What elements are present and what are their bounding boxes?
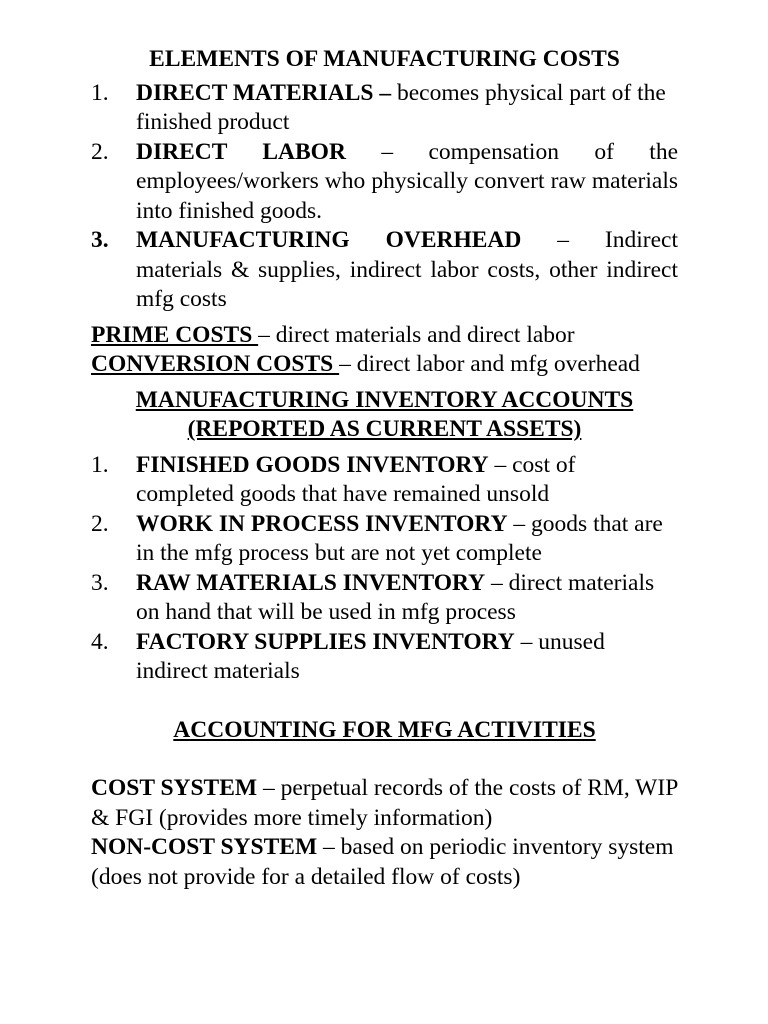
- conversion-costs-description: – direct labor and mfg overhead: [339, 351, 640, 377]
- item-description: – cost of completed goods that have remained unsold: [136, 451, 576, 507]
- item-description: – direct materials on hand that will be used in mfg process: [136, 569, 655, 625]
- elements-list: [91, 79, 678, 315]
- conversion-costs-term: CONVERSION COSTS: [91, 351, 340, 377]
- cost-system-paragraph: [91, 774, 678, 833]
- item-term: DIRECT MATERIALS –: [136, 79, 392, 106]
- item-number: 3.: [91, 569, 109, 596]
- prime-costs-term: PRIME COSTS: [91, 321, 259, 348]
- list-item: [91, 451, 678, 510]
- item-description: becomes physical part of the finished product: [136, 79, 666, 135]
- item-number: 4.: [91, 628, 109, 655]
- document-page: [91, 45, 678, 892]
- item-term: MANUFACTURING OVERHEAD: [136, 227, 522, 253]
- list-item: [91, 569, 678, 628]
- item-term: FINISHED GOODS INVENTORY: [136, 451, 489, 478]
- prime-costs-line: [91, 321, 678, 351]
- item-number: 1.: [91, 451, 109, 478]
- conversion-costs-line: [91, 350, 678, 380]
- non-cost-system-term: NON-COST SYSTEM: [91, 834, 318, 860]
- list-item: [91, 226, 678, 315]
- item-term: FACTORY SUPPLIES INVENTORY: [136, 628, 515, 655]
- list-item: [91, 628, 678, 687]
- non-cost-system-paragraph: [91, 833, 678, 892]
- item-number: 2.: [91, 138, 109, 165]
- inventory-list: [91, 451, 678, 687]
- item-number: 3.: [91, 227, 109, 253]
- item-description: – compensation of the employees/workers who physically convert raw materials into finished goods.: [136, 138, 678, 224]
- inventory-heading: MANUFACTURING INVENTORY ACCOUNTS: [135, 386, 634, 413]
- item-term: DIRECT LABOR: [136, 138, 346, 165]
- item-number: 2.: [91, 510, 109, 537]
- item-number: 1.: [91, 79, 109, 106]
- cost-system-term: COST SYSTEM: [91, 775, 258, 801]
- cost-system-description: – perpetual records of the costs of RM, WIP & FGI (provides more timely information): [91, 775, 678, 831]
- prime-costs-description: – direct materials and direct labor: [258, 321, 575, 348]
- item-description: – Indirect materials & supplies, indirect labor costs, other indirect mfg costs: [136, 227, 678, 312]
- page-title: ELEMENTS OF MANUFACTURING COSTS: [149, 46, 620, 72]
- list-item: [91, 510, 678, 569]
- list-item: [91, 79, 678, 138]
- item-description: – goods that are in the mfg process but are not yet complete: [136, 510, 663, 566]
- item-term: RAW MATERIALS INVENTORY: [136, 569, 486, 596]
- item-term: WORK IN PROCESS INVENTORY: [136, 510, 508, 537]
- inventory-subheading: (REPORTED AS CURRENT ASSETS): [187, 416, 582, 442]
- non-cost-system-description: – based on periodic inventory system (does not provide for a detailed flow of costs): [91, 834, 674, 890]
- list-item: [91, 138, 678, 227]
- item-description: – unused indirect materials: [136, 628, 605, 684]
- accounting-heading: ACCOUNTING FOR MFG ACTIVITIES: [173, 716, 596, 743]
